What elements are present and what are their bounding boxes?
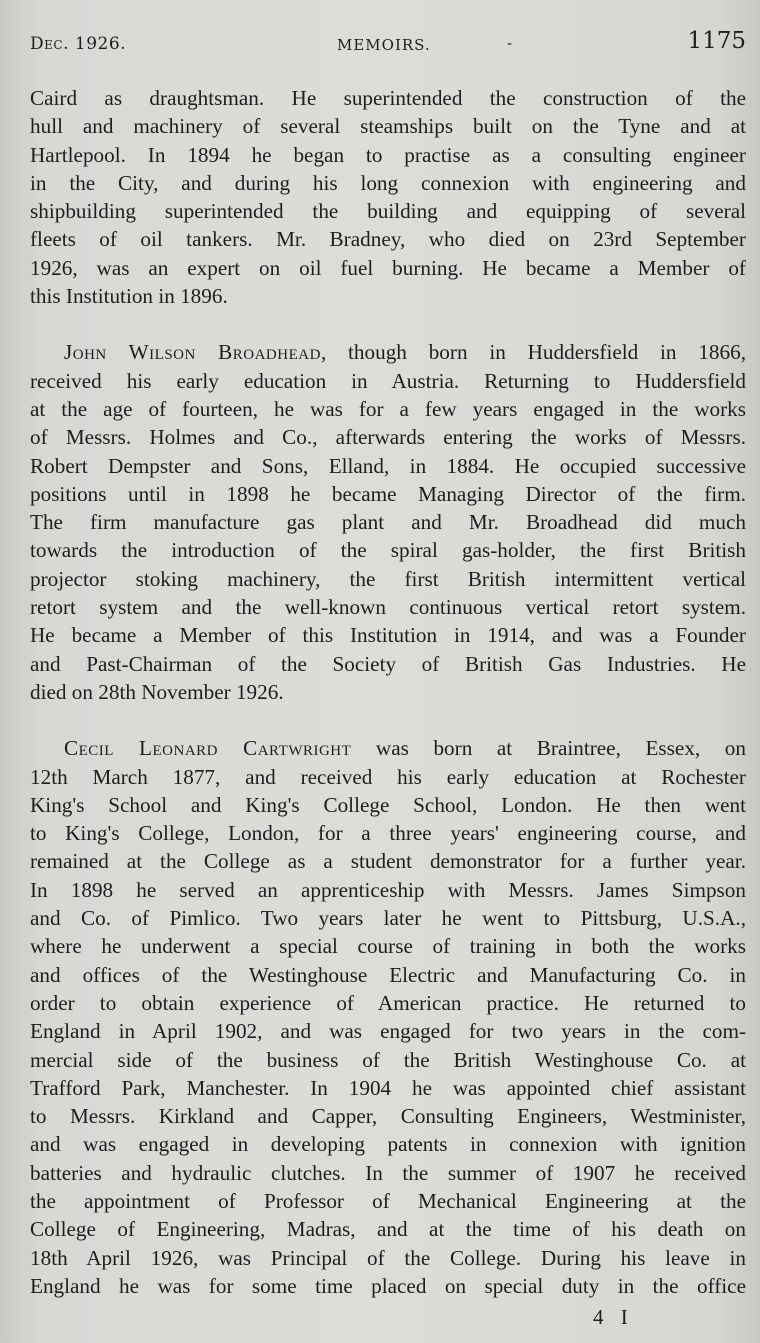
text-line: where he underwent a special course of training in both the works — [30, 934, 746, 959]
text-line: retort system and the well-known continuous vertical retort system. — [30, 595, 746, 620]
text-line: projector stoking machinery, the first British intermittent vertical — [30, 566, 746, 591]
text-line: positions until in 1898 he became Managing Director of the firm. — [30, 481, 746, 506]
text-line: to King's College, London, for a three years' engineering course, and — [30, 821, 746, 846]
text-line: England he was for some time placed on special duty in the office — [30, 1273, 746, 1298]
header-dash: - — [507, 34, 513, 52]
first-line-text: was born at Braintree, Essex, on — [351, 736, 746, 761]
text-line: remained at the College as a student demonstrator for a further year. — [30, 849, 746, 874]
text-line: and was engaged in developing patents in connexion with ignition — [30, 1132, 746, 1157]
signature-mark: 4 I — [593, 1305, 634, 1329]
paragraph-broadhead — [30, 338, 746, 706]
text-line: mercial side of the business of the British Westinghouse Co. at — [30, 1047, 746, 1072]
paragraph-bradney — [30, 84, 746, 310]
text-line: The firm manufacture gas plant and Mr. Broadhead did much — [30, 510, 746, 535]
text-line: the appointment of Professor of Mechanical Engineering at the — [30, 1188, 746, 1213]
text-line: Trafford Park, Manchester. In 1904 he was appointed chief assistant — [30, 1075, 746, 1100]
memoir-name: Cecil Leonard Cartwright — [64, 736, 352, 761]
paragraph-cartwright — [30, 734, 746, 1300]
header-section-title: MEMOIRS. — [337, 36, 431, 54]
paragraph-first-line — [30, 734, 746, 762]
memoir-name: John Wilson Broadhead — [64, 340, 321, 365]
paragraph-first-line — [30, 338, 746, 366]
text-line: and Past-Chairman of the Society of British Gas Industries. He — [30, 651, 746, 676]
text-line: and offices of the Westinghouse Electric and Manufacturing Co. in — [30, 962, 746, 987]
text-line: received his early education in Austria. Returning to Huddersfield — [30, 368, 746, 393]
header-date: Dec. 1926. — [30, 34, 127, 54]
running-header — [0, 28, 760, 68]
text-line: to Messrs. Kirkland and Capper, Consulting Engineers, Westminister, — [30, 1104, 746, 1129]
text-line: batteries and hydraulic clutches. In the summer of 1907 he received — [30, 1160, 746, 1185]
text-line: 12th March 1877, and received his early education at Rochester — [30, 764, 746, 789]
text-line: towards the introduction of the spiral gas-holder, the first British — [30, 538, 746, 563]
text-line: hull and machinery of several steamships built on the Tyne and at — [30, 114, 746, 139]
text-line: fleets of oil tankers. Mr. Bradney, who died on 23rd September — [30, 227, 746, 252]
first-line-text: , though born in Huddersfield in 1866, — [320, 340, 746, 365]
text-line: died on 28th November 1926. — [30, 679, 284, 704]
text-line: Hartlepool. In 1894 he began to practise as a consulting engineer — [30, 142, 746, 167]
page-number: 1175 — [687, 28, 746, 54]
text-line: King's School and King's College School, London. He then went — [30, 792, 746, 817]
text-line: College of Engineering, Madras, and at the time of his death on — [30, 1217, 746, 1242]
text-line: and Co. of Pimlico. Two years later he went to Pittsburg, U.S.A., — [30, 906, 746, 931]
memoir-body — [30, 84, 746, 1300]
text-line: of Messrs. Holmes and Co., afterwards entering the works of Messrs. — [30, 425, 746, 450]
text-line: at the age of fourteen, he was for a few years engaged in the works — [30, 396, 746, 421]
text-line: England in April 1902, and was engaged for two years in the com- — [30, 1019, 746, 1044]
text-line: this Institution in 1896. — [30, 284, 228, 309]
text-line: 1926, was an expert on oil fuel burning. He became a Member of — [30, 255, 746, 280]
text-line: He became a Member of this Institution in 1914, and was a Founder — [30, 623, 746, 648]
text-line: order to obtain experience of American practice. He returned to — [30, 990, 746, 1015]
text-line: In 1898 he served an apprenticeship with Messrs. James Simpson — [30, 877, 746, 902]
text-line: shipbuilding superintended the building and equipping of several — [30, 199, 746, 224]
text-line: Robert Dempster and Sons, Elland, in 1884. He occupied successive — [30, 453, 746, 478]
text-line: 18th April 1926, was Principal of the College. During his leave in — [30, 1245, 746, 1270]
text-line: in the City, and during his long connexion with engineering and — [30, 170, 746, 195]
text-line: Caird as draughtsman. He superintended the construction of the — [30, 86, 746, 110]
